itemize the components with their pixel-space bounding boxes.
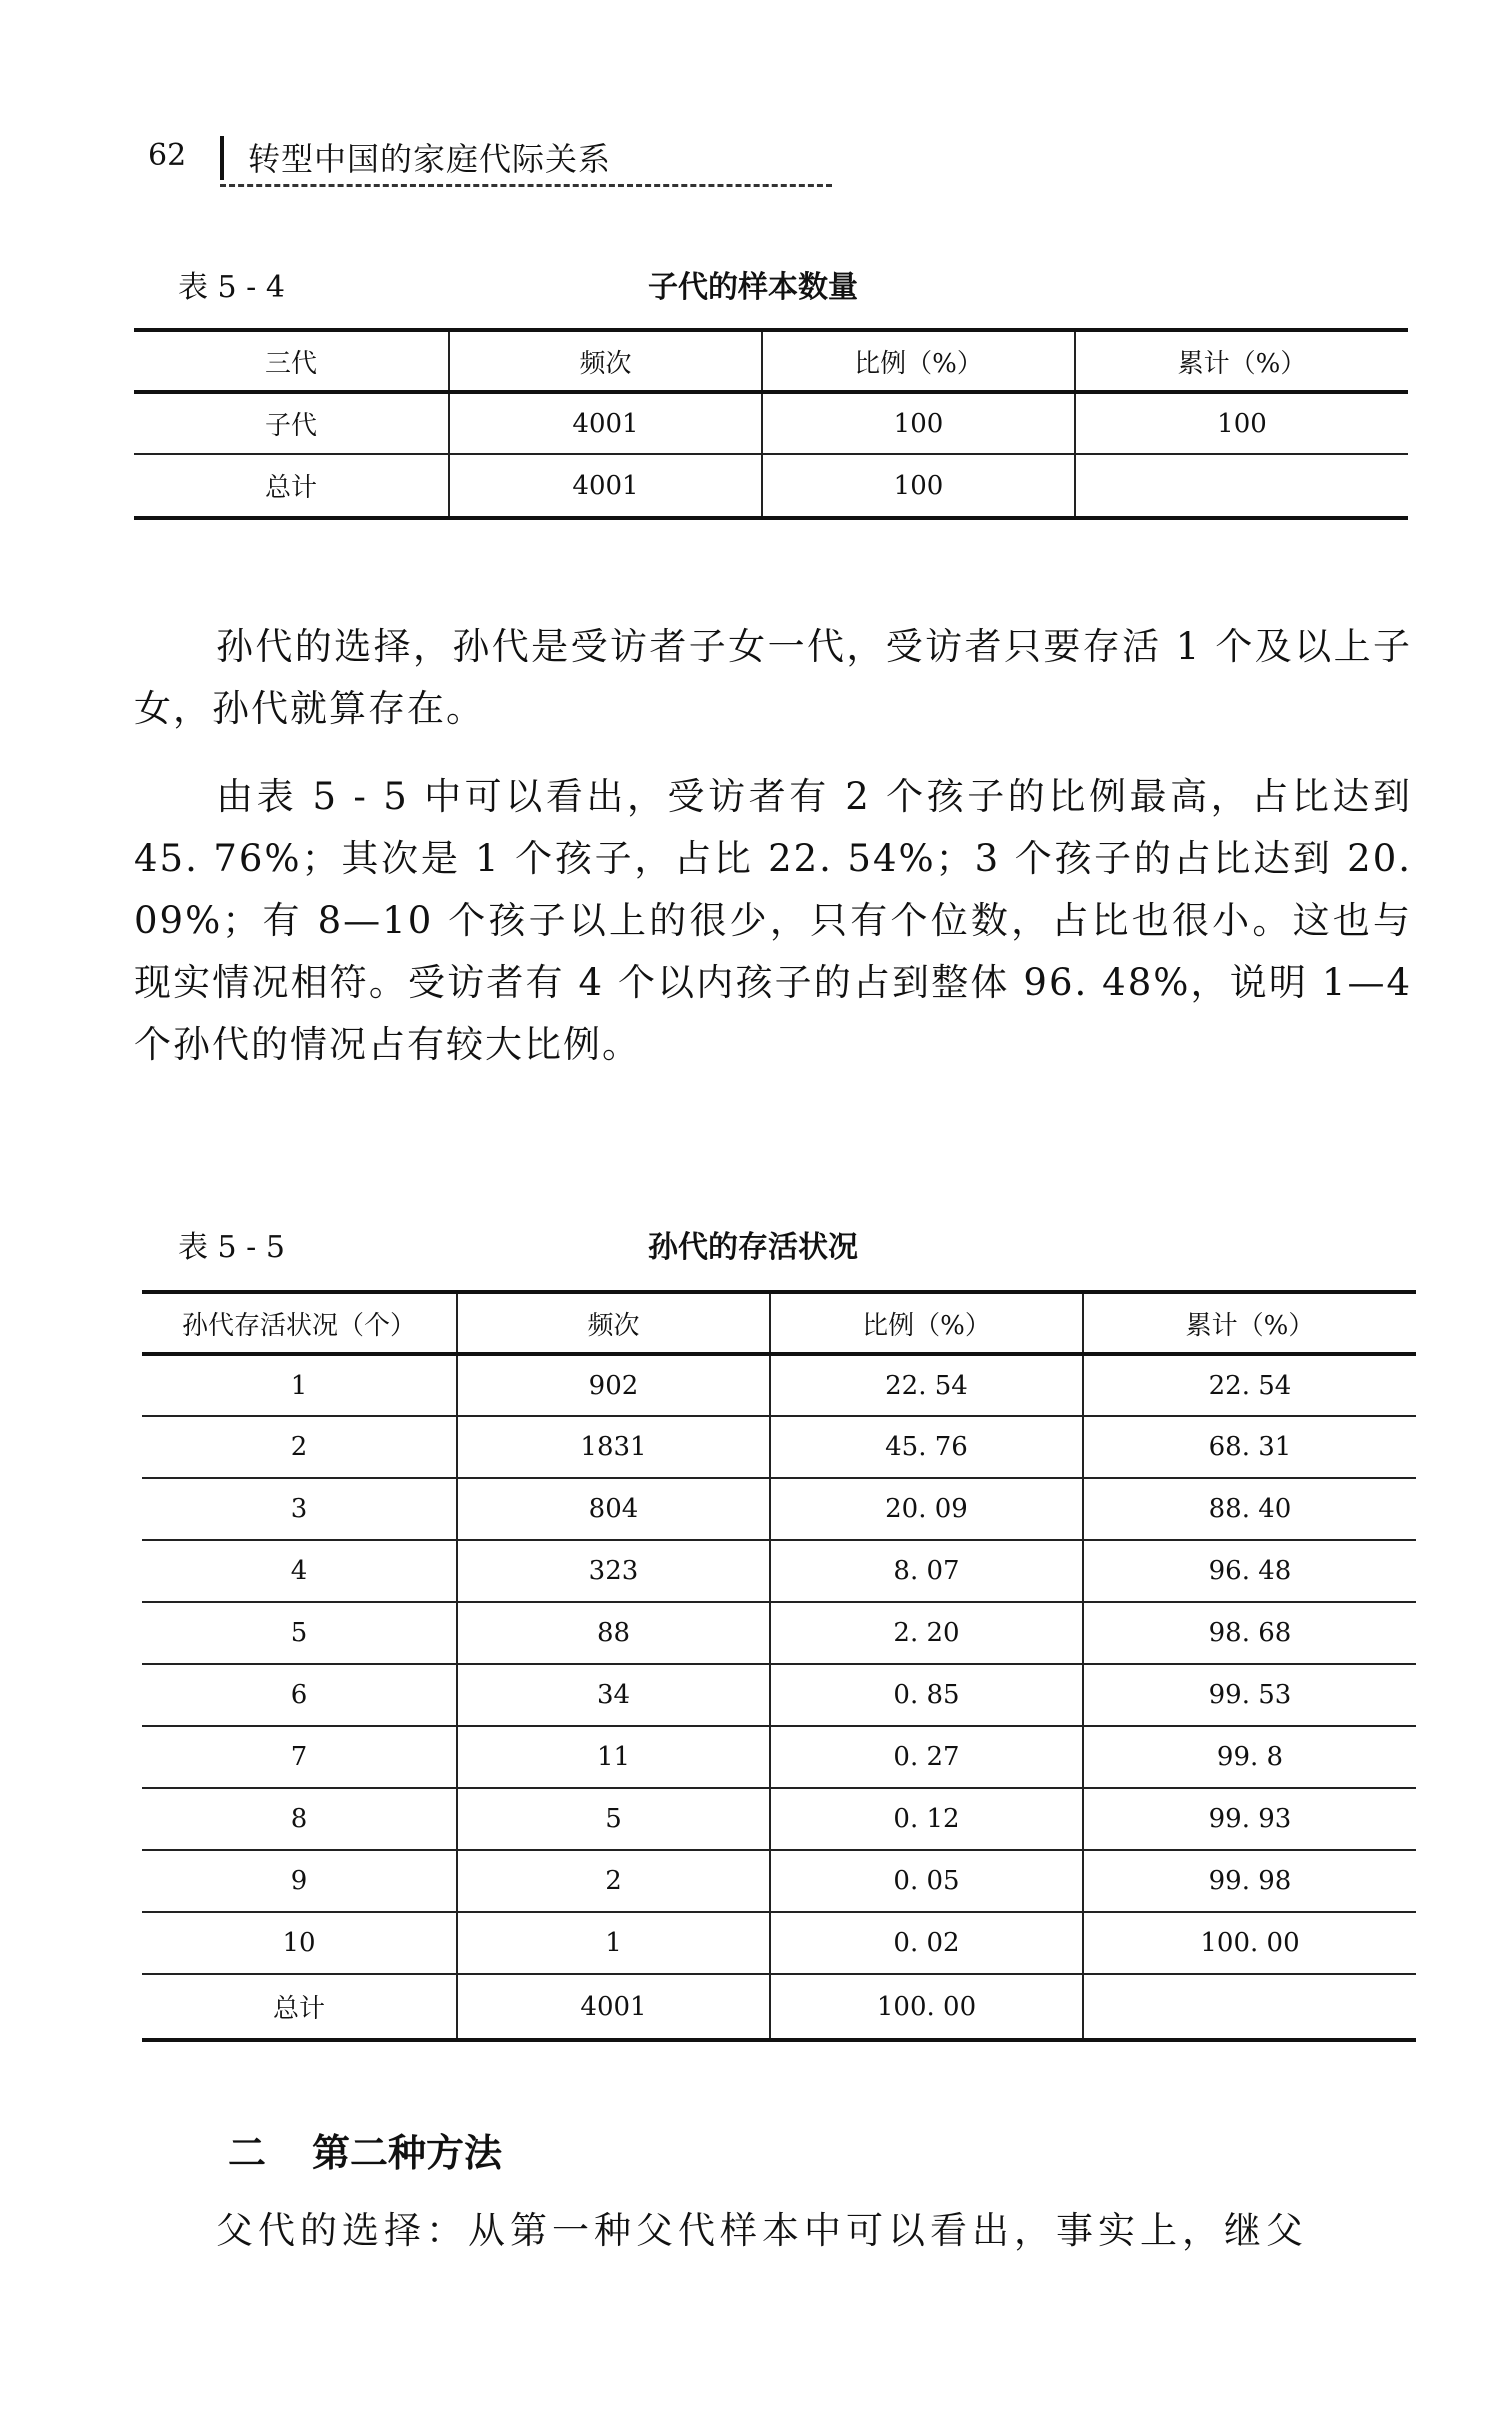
table-cell: 0. 02 xyxy=(770,1912,1083,1974)
table-row xyxy=(142,1602,1416,1664)
table-cell: 总计 xyxy=(134,454,449,518)
table-row xyxy=(142,1540,1416,1602)
table-cell: 99. 53 xyxy=(1208,1680,1292,1710)
table-5-5-caption xyxy=(178,1222,1408,1266)
table-cell: 4 xyxy=(142,1540,457,1602)
table-cell: 99. 8 xyxy=(1216,1742,1284,1772)
table-row xyxy=(142,1416,1416,1478)
column-header: 三代 xyxy=(134,330,449,392)
table-cell: 804 xyxy=(457,1478,770,1540)
table-cell: 11 xyxy=(457,1726,770,1788)
table-cell: 1 xyxy=(457,1912,770,1974)
table-cell: 99. 98 xyxy=(1208,1866,1292,1896)
table-cell: 68. 31 xyxy=(1208,1432,1292,1462)
table-header-row xyxy=(142,1292,1416,1354)
table-cell: 20. 09 xyxy=(770,1478,1083,1540)
table-row xyxy=(142,1974,1416,2040)
column-header: 比例（%） xyxy=(770,1292,1083,1354)
table-cell: 100. 00 xyxy=(1200,1928,1300,1958)
table-title: 孙代的存活状况 xyxy=(648,1230,858,1265)
table-cell: 3 xyxy=(142,1478,457,1540)
table-cell: 45. 76 xyxy=(770,1416,1083,1478)
table-cell: 子代 xyxy=(134,392,449,454)
paragraph-father-selection: 父代的选择：从第一种父代样本中可以看出，事实上，继父 xyxy=(216,2209,1308,2252)
page-number: 62 xyxy=(148,138,187,173)
table-row xyxy=(134,392,1408,454)
table-cell: 2. 20 xyxy=(770,1602,1083,1664)
table-cell: 4001 xyxy=(457,1974,770,2040)
table-number: 表 5 - 4 xyxy=(178,270,285,305)
paragraph-grandchildren-selection: 孙代的选择，孙代是受访者子女一代，受访者只要存活 1 个及以上子女，孙代就算存在。 xyxy=(134,625,1412,730)
table-cell: 5 xyxy=(457,1788,770,1850)
table-cell: 4001 xyxy=(449,454,762,518)
table-cell: 0. 85 xyxy=(770,1664,1083,1726)
table-row xyxy=(142,1664,1416,1726)
table-cell xyxy=(1083,1974,1416,2040)
table-cell: 100 xyxy=(762,454,1075,518)
table-cell: 9 xyxy=(142,1850,457,1912)
table-cell: 323 xyxy=(457,1540,770,1602)
column-header: 孙代存活状况（个） xyxy=(142,1292,457,1354)
table-cell: 0. 27 xyxy=(770,1726,1083,1788)
table-header-row xyxy=(134,330,1408,392)
table-cell: 6 xyxy=(142,1664,457,1726)
header-dashed-rule xyxy=(220,184,832,187)
table-cell: 1831 xyxy=(457,1416,770,1478)
section-title: 第二种方法 xyxy=(312,2130,503,2175)
table-row xyxy=(142,1354,1416,1416)
table-cell: 10 xyxy=(142,1912,457,1974)
table-cell: 96. 48 xyxy=(1208,1556,1292,1586)
table-cell: 100. 00 xyxy=(770,1974,1083,2040)
table-5-5 xyxy=(142,1290,1416,2042)
table-cell xyxy=(1075,454,1408,518)
section-number: 二 xyxy=(228,2130,267,2175)
table-cell: 总计 xyxy=(142,1974,457,2040)
column-header: 频次 xyxy=(457,1292,770,1354)
table-cell: 4001 xyxy=(449,392,762,454)
table-row xyxy=(134,454,1408,518)
table-cell: 100 xyxy=(1217,408,1267,439)
table-number: 表 5 - 5 xyxy=(178,1230,285,1265)
table-cell: 0. 12 xyxy=(770,1788,1083,1850)
table-cell: 8 xyxy=(142,1788,457,1850)
table-cell: 88 xyxy=(457,1602,770,1664)
table-5-4-caption xyxy=(178,262,1408,306)
table-row xyxy=(142,1726,1416,1788)
table-5-4 xyxy=(134,328,1408,520)
header-divider-bar xyxy=(220,136,224,180)
column-header: 累计（%） xyxy=(1185,1310,1315,1341)
table-cell: 99. 93 xyxy=(1208,1804,1292,1834)
table-cell: 902 xyxy=(457,1354,770,1416)
table-cell: 2 xyxy=(457,1850,770,1912)
paragraph-table-5-5-analysis: 由表 5 - 5 中可以看出，受访者有 2 个孩子的比例最高，占比达到 45. 76%；其次是 1 个孩子，占比 22. 54%；3 个孩子的占比达到 20. 09%；有 8—10 个孩子以上的很少，只有个位数，占比也很小。这也与现实情况相符。受访者有 4 个以内孩子的占到整体 96. 48%，说明 1—4 个孙代的情况占有较大比例。 xyxy=(134,775,1412,1066)
table-cell: 7 xyxy=(142,1726,457,1788)
column-header: 频次 xyxy=(449,330,762,392)
section-heading xyxy=(228,2122,502,2177)
table-row xyxy=(142,1850,1416,1912)
table-cell: 8. 07 xyxy=(770,1540,1083,1602)
table-cell: 98. 68 xyxy=(1208,1618,1292,1648)
table-cell: 5 xyxy=(142,1602,457,1664)
table-cell: 22. 54 xyxy=(770,1354,1083,1416)
table-title: 子代的样本数量 xyxy=(648,270,858,305)
table-cell: 1 xyxy=(142,1354,457,1416)
table-cell: 88. 40 xyxy=(1208,1494,1292,1524)
table-cell: 2 xyxy=(142,1416,457,1478)
table-cell: 22. 54 xyxy=(1208,1370,1292,1401)
book-title: 转型中国的家庭代际关系 xyxy=(248,140,612,178)
table-cell: 100 xyxy=(762,392,1075,454)
table-row xyxy=(142,1478,1416,1540)
table-cell: 0. 05 xyxy=(770,1850,1083,1912)
column-header: 比例（%） xyxy=(762,330,1075,392)
table-row xyxy=(142,1788,1416,1850)
table-row xyxy=(142,1912,1416,1974)
column-header: 累计（%） xyxy=(1177,348,1307,379)
table-cell: 34 xyxy=(457,1664,770,1726)
